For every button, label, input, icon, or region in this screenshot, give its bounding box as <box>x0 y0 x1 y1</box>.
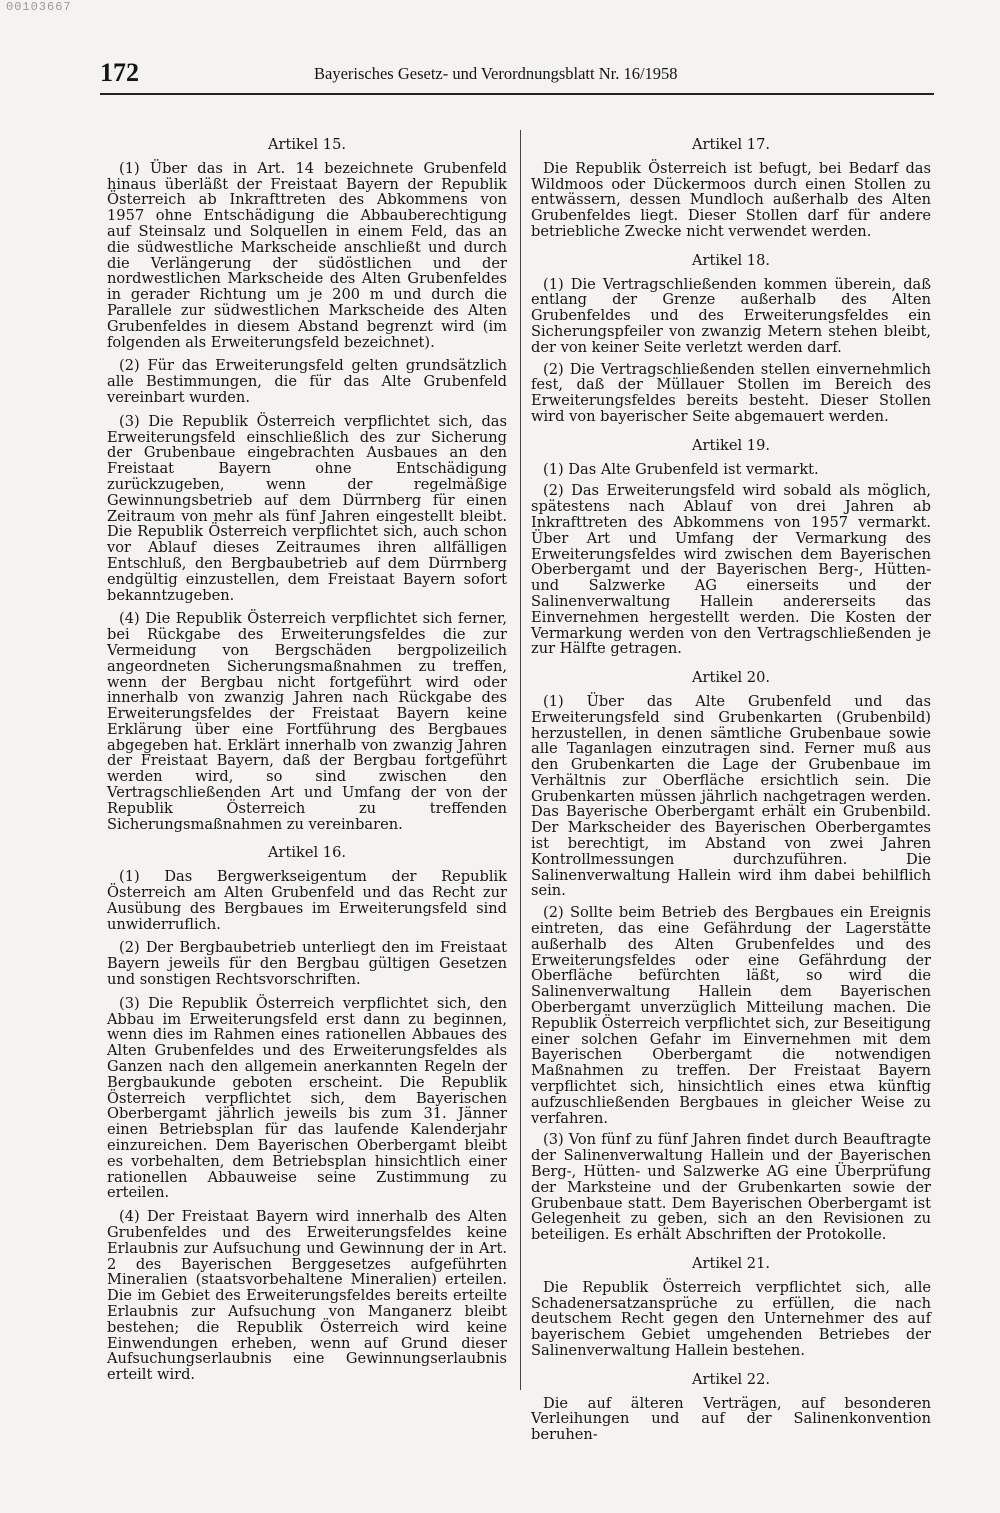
article-21-heading: Artikel 21. <box>691 1255 771 1272</box>
page-header <box>100 58 934 90</box>
article-16-paragraph-3: (3) Die Republik Österreich verpflichtet sich, den Abbau im Erweiterungsfeld erst dann zu beginnen, wenn dies im Rahmen eines rationellen Abbaues des Alten Grubenfeldes und des Erweiterungsfeldes als Ganzen nach den allgemein anerkannten Regeln der Bergbaukunde geboten erscheint. Die Republik Österreich verpflichtet sich, dem Bayerischen Oberbergamt jährlich jeweils bis zum 31. Jänner einen Betriebsplan für das laufende Kalenderjahr einzureichen. Dem Bayerischen Oberbergamt bleibt es vorbehalten, dem Betriebsplan hinsichtlich einer rationellen Abbauweise seine Zustimmung zu erteilen. <box>107 994 507 1202</box>
right-column <box>531 126 931 1449</box>
article-19-paragraph-1: (1) Das Alte Grubenfeld ist vermarkt. <box>543 460 819 478</box>
article-17-heading: Artikel 17. <box>691 136 771 153</box>
article-18-paragraph-2: (2) Die Vertragschließenden stellen einvernehmlich fest, daß der Müllauer Stollen im Bereich des Erweiterungsfeldes bereits besteht. Dieser Stollen wird von bayerischer Seite abgemauert werden. <box>531 360 931 425</box>
article-15-paragraph-4: (4) Die Republik Österreich verpflichtet sich ferner, bei Rückgabe des Erweiterungsfeldes die zur Vermeidung von Bergschäden bergpolizeilich angeordneten Sicherungsmaßnahmen zu treffen, wenn der Bergbau nicht fortgeführt wird oder innerhalb von zwanzig Jahren nach Rückgabe des Erweiterungsfeldes der Freistaat Bayern keine Erklärung über eine Fortführung des Bergbaues abgegeben hat. Erklärt innerhalb von zwanzig Jahren der Freistaat Bayern, daß der Bergbau fortgeführt werden wird, so sind zwischen den Vertragschließenden Art und Umfang der von der Republik Österreich zu treffenden Sicherungsmaßnahmen zu vereinbaren. <box>107 610 507 833</box>
column-divider <box>520 130 521 1390</box>
running-title: Bayerisches Gesetz- und Verordnungsblatt Nr. 16/1958 <box>314 64 678 83</box>
article-18-heading: Artikel 18. <box>691 251 771 269</box>
article-19-heading: Artikel 19. <box>691 436 771 454</box>
article-22-heading: Artikel 22. <box>691 1370 771 1388</box>
article-22-paragraph-1: Die auf älteren Verträgen, auf besonderen Verleihungen und auf der Salinenkonvention beruhen- <box>531 1394 931 1444</box>
archive-id: 00103667 <box>6 0 72 14</box>
article-15-paragraph-3: (3) Die Republik Österreich verpflichtet sich, das Erweiterungsfeld einschließlich des zur Sicherung der Grubenbaue eingebrachten Ausbaues an den Freistaat Bayern ohne Entschädigung zurückzugeben, wenn der regelmäßige Gewinnungsbetrieb auf dem Dürrnberg für einen Zeitraum von mehr als fünf Jahren eingestellt bleibt. Die Republik Österreich verpflichtet sich, auch schon vor Ablauf dieses Zeitraumes ihren allfälligen Entschluß, den Bergbaubetrieb auf dem Dürrnberg endgültig einzustellen, dem Freistaat Bayern sofort bekanntzugeben. <box>107 412 507 604</box>
article-16-paragraph-2: (2) Der Bergbaubetrieb unterliegt den im Freistaat Bayern jeweils für den Bergbau gültigen Gesetzen und sonstigen Rechtsvorschriften. <box>107 939 507 989</box>
article-20-paragraph-2: (2) Sollte beim Betrieb des Bergbaues ein Ereignis eintreten, das eine Gefährdung der Lagerstätte außerhalb des Alten Grubenfeldes und des Erweiterungsfeldes oder eine Gefährdung der Oberfläche befürchten läßt, so wird die Salinenverwaltung Hallein dem Bayerischen Oberbergamt unverzüglich Mitteilung machen. Die Republik Österreich verpflichtet sich, zur Beseitigung einer solchen Gefahr im Einvernehmen mit dem Bayerischen Oberbergamt die notwendigen Maßnahmen zu treffen. Der Freistaat Bayern verpflichtet sich, hinsichtlich eines etwa künftig aufzuschließenden Bergbaues in gleicher Weise zu verfahren. <box>531 904 932 1127</box>
article-18-paragraph-1: (1) Die Vertragschließenden kommen überein, daß entlang der Grenze außerhalb des Alten Grubenfeldes und des Erweiterungsfeldes ein Sicherungspfeiler von zwanzig Metern stehen bleibt, der von keiner Seite verletzt werden darf. <box>531 275 931 356</box>
article-15-paragraph-2: (2) Für das Erweiterungsfeld gelten grundsätzlich alle Bestimmungen, die für das Alte Grubenfeld vereinbart wurden. <box>107 357 507 406</box>
header-rule <box>100 93 934 95</box>
article-20-paragraph-3: (3) Von fünf zu fünf Jahren findet durch Beauftragte der Salinenverwaltung Hallein und der Bayerischen Berg-, Hütten- und Salzwerke AG eine Überprüfung der Marksteine und der Grubenkarten sowie der Grubenbaue statt. Dem Bayerischen Oberbergamt ist Gelegenheit zu geben, sich an den Revisionen zu beteiligen. Es erhält Abschriften der Protokolle. <box>531 1131 931 1244</box>
article-20-heading: Artikel 20. <box>691 669 771 687</box>
article-15-heading: Artikel 15. <box>267 136 347 153</box>
article-20-paragraph-1: (1) Über das Alte Grubenfeld und das Erweiterungsfeld sind Grubenkarten (Grubenbild) herzustellen, in denen sämtliche Grubenbaue sowie alle Taganlagen einzutragen sind. Ferner muß aus den Grubenkarten die Lage der Grubenbaue im Verhältnis zur Oberfläche ersichtlich sein. Die Grubenkarten müssen jährlich nachgetragen werden. Das Bayerische Oberbergamt erhält ein Grubenbild. Der Markscheider des Bayerischen Oberbergamtes ist berechtigt, im Abstand von zwei Jahren Kontrollmessungen durchzuführen. Die Salinenverwaltung Hallein wird ihm dabei behilflich sein. <box>531 692 931 900</box>
left-column <box>107 126 507 1391</box>
article-21-paragraph-1: Die Republik Österreich verpflichtet sich, alle Schadenersatzansprüche zu erfüllen, die nach deutschem Recht gegen den Unternehmer des auf bayerischem Gebiet umgehenden Betriebes der Salinenverwaltung Hallein bestehen. <box>531 1278 931 1359</box>
page-number: 172 <box>100 58 139 87</box>
article-19-paragraph-2: (2) Das Erweiterungsfeld wird sobald als möglich, spätestens nach Ablauf von drei Jahren ab Inkrafttreten des Abkommens von 1957 vermarkt. Über Art und Umfang der Vermarkung des Erweiterungsfeldes wird zwischen dem Bayerischen Oberbergamt und der Bayerischen Berg-, Hütten- und Salzwerke AG einerseits und der Salinenverwaltung Hallein andererseits das Einvernehmen hergestellt werden. Die Kosten der Vermarkung werden von den Vertragschließenden je zur Hälfte getragen. <box>531 482 931 658</box>
article-16-paragraph-1: (1) Das Bergwerkseigentum der Republik Österreich am Alten Grubenfeld und das Recht zur Ausübung des Bergbaues im Erweiterungsfeld sind unwiderruflich. <box>107 868 507 933</box>
article-15-paragraph-1: (1) Über das in Art. 14 bezeichnete Grubenfeld hinaus überläßt der Freistaat Bayern der Republik Österreich ab Inkrafttreten des Abkommens von 1957 ohne Entschädigung die Abbauberechtigung auf Steinsalz und Solquellen in einem Feld, das an die südwestliche Markscheide anschließt und durch die Verlängerung der südöstlichen und der nordwestlichen Markscheide des Alten Grubenfeldes in gerader Richtung um je 200 m und durch die Parallele zur südwestlichen Markscheide des Alten Grubenfeldes in diesem Abstand begrenzt wird (im folgenden als Erweiterungsfeld bezeichnet). <box>107 159 507 351</box>
article-16-paragraph-4: (4) Der Freistaat Bayern wird innerhalb des Alten Grubenfeldes und des Erweiterungsfeldes keine Erlaubnis zur Aufsuchung und Gewinnung der in Art. 2 des Bayerischen Berggesetzes aufgeführten Mineralien (staatsvorbehaltene Mineralien) erteilen. Die im Gebiet des Erweiterungsfeldes bereits erteilte Erlaubnis zur Aufsuchung von Manganerz bleibt bestehen; die Republik Österreich wird keine Einwendungen erheben, wenn auf Grund dieser Aufsuchungserlaubnis eine Gewinnungserlaubnis erteilt wird. <box>107 1208 507 1384</box>
article-16-heading: Artikel 16. <box>267 844 347 862</box>
article-17-paragraph-1: Die Republik Österreich ist befugt, bei Bedarf das Wildmoos oder Dückermoos durch einen Stollen zu entwässern, dessen Mundloch außerhalb des Alten Grubenfeldes liegt. Dieser Stollen darf für andere betriebliche Zwecke nicht verwendet werden. <box>531 159 931 240</box>
